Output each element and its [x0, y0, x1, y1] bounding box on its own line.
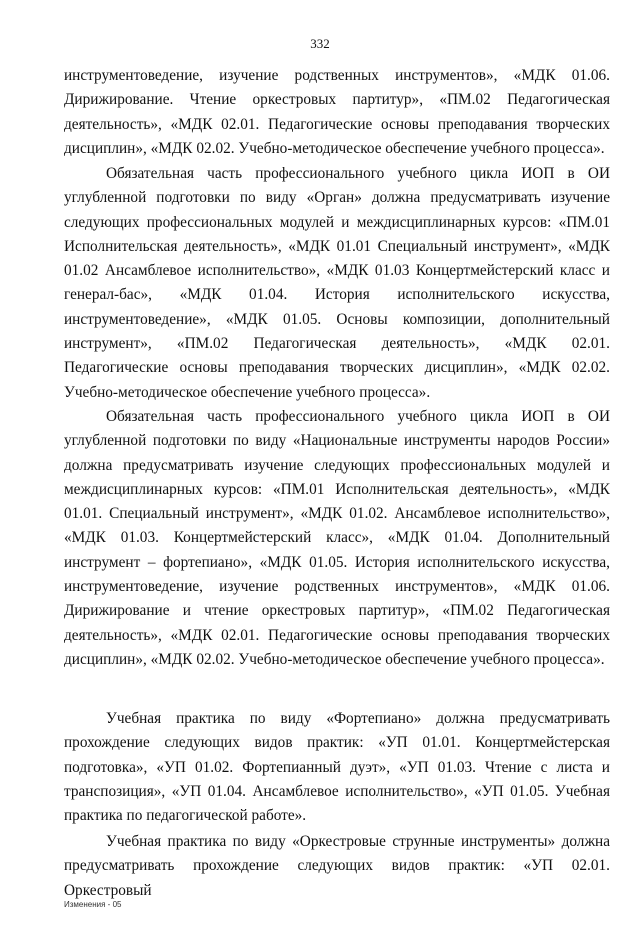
- paragraph-3: Обязательная часть профессионального учебного цикла ИОП в ОИ углубленной подготовки по виду «Национальные инструменты народов России» должна предусматривать изучение следующих профессиональных модулей и междисциплинарных курсов: «ПМ.01 Исполнительская деятельность», «МДК 01.01. Специальный инструмент», «МДК 01.02. Ансамблевое исполнительство», «МДК 01.03. Концертмейстерский класс», «МДК 01.04. Дополнительный инструмент – фортепиано», «МДК 01.05. История исполнительского искусства, инструментоведение, изучение родственных инструментов», «МДК 01.06. Дирижирование и чтение оркестровых партитур», «ПМ.02 Педагогическая деятельность», «МДК 02.01. Педагогические основы преподавания творческих дисциплин», «МДК 02.02. Учебно-методическое обеспечение учебного процесса».: [64, 408, 610, 668]
- paragraph-1: инструментоведение, изучение родственных инструментов», «МДК 01.06. Дирижирование. Чтение оркестровых партитур», «ПМ.02 Педагогическая деятельность», «МДК 02.01. Педагогические основы преподавания творческих дисциплин», «МДК 02.02. Учебно-методическое обеспечение учебного процесса».: [64, 67, 610, 157]
- footer-note: Изменения - 05: [64, 900, 122, 909]
- paragraph-5: Учебная практика по виду «Оркестровые струнные инструменты» должна предусматривать прохождение следующих видов практик: «УП 02.01. Оркестровый: [64, 833, 610, 899]
- page-number: 332: [310, 36, 330, 51]
- paragraph-4: Учебная практика по виду «Фортепиано» должна предусматривать прохождение следующих видов практик: «УП 01.01. Концертмейстерская подготовка», «УП 01.02. Фортепианный дуэт», «УП 01.03. Чтение с листа и транспозиция», «УП 01.04. Ансамблевое исполнительство», «УП 01.05. Учебная практика по педагогической работе».: [64, 710, 610, 825]
- paragraph-2: Обязательная часть профессионального учебного цикла ИОП в ОИ углубленной подготовки по виду «Орган» должна предусматривать изучение следующих профессиональных модулей и междисциплинарных курсов: «ПМ.01 Исполнительская деятельность», «МДК 01.01 Специальный инструмент», «МДК 01.02 Ансамблевое исполнительство», «МДК 01.03 Концертмейстерский класс и генерал-бас», «МДК 01.04. История исполнительского искусства, инструментоведение», «МДК 01.05. Основы композиции, дополнительный инструмент», «ПМ.02 Педагогическая деятельность», «МДК 02.01. Педагогические основы преподавания творческих дисциплин», «МДК 02.02. Учебно-методическое обеспечение учебного процесса».: [64, 165, 610, 401]
